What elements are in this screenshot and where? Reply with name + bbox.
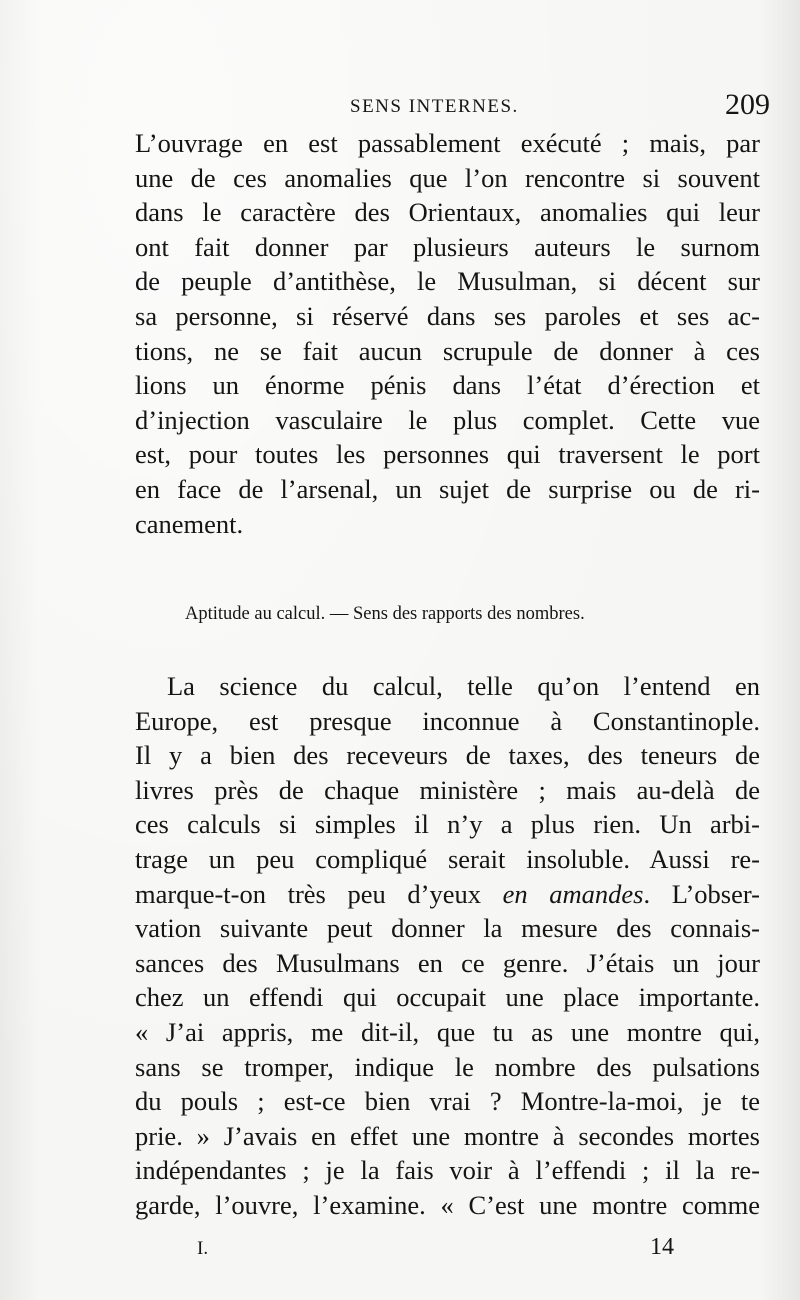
italic-phrase: en amandes <box>502 878 644 909</box>
signature-mark: I. <box>197 1238 209 1259</box>
text-line: vation suivante peut donner la mesure des connais- <box>135 913 760 944</box>
text-line: une de ces anomalies que l’on rencontre si souvent <box>135 162 760 193</box>
text-line: en face de l’arsenal, un sujet de surprise ou de ri- <box>135 473 760 504</box>
text-line: sans se tromper, indique le nombre des pulsations <box>135 1051 760 1082</box>
text-line: sances des Musulmans en ce genre. J’étais un jour <box>135 947 760 978</box>
gathering-number: 14 <box>650 1234 674 1260</box>
text-line: chez un effendi qui occupait une place importante. <box>135 982 760 1013</box>
text-run: marque-t-on très peu d’yeux <box>135 878 481 909</box>
text-line: ces calculs si simples il n’y a plus rien. Un arbi- <box>135 809 760 840</box>
text-line: prie. » J’avais en effet une montre à secondes mortes <box>135 1120 760 1151</box>
text-run: . L’obser- <box>643 878 760 909</box>
section-subheading: Aptitude au calcul. — Sens des rapports des nombres. <box>185 604 585 624</box>
text-line: L’ouvrage en est passablement exécuté ; mais, par <box>135 128 760 158</box>
text-line: du pouls ; est-ce bien vrai ? Montre-la-moi, je te <box>135 1086 760 1117</box>
text-line: Il y a bien des receveurs de taxes, des teneurs de <box>135 740 760 771</box>
text-line: de peuple d’antithèse, le Musulman, si décent sur <box>135 266 760 297</box>
paragraph-2 <box>135 669 760 1223</box>
text-line: est, pour toutes les personnes qui traversent le port <box>135 439 760 470</box>
text-line: garde, l’ouvre, l’examine. « C’est une montre comme <box>135 1189 760 1220</box>
text-line: canement. <box>135 508 244 539</box>
text-line: indépendantes ; je la fais voir à l’effendi ; il la re- <box>135 1155 760 1186</box>
text-line: dans le caractère des Orientaux, anomalies qui leur <box>135 197 760 228</box>
text-line: livres près de chaque ministère ; mais au-delà de <box>135 774 760 805</box>
text-line: Europe, est presque inconnue à Constantinople. <box>135 705 760 736</box>
text-line: lions un énorme pénis dans l’état d’érection et <box>135 370 760 401</box>
paragraph-1 <box>135 126 760 541</box>
text-line: La science du calcul, telle qu’on l’entend en <box>167 671 760 701</box>
text-line <box>135 877 760 912</box>
running-title: SENS INTERNES. <box>350 96 519 117</box>
text-line: ont fait donner par plusieurs auteurs le surnom <box>135 231 760 262</box>
text-line: sa personne, si réservé dans ses paroles et ses ac- <box>135 300 760 331</box>
text-line: trage un peu compliqué serait insoluble. Aussi re- <box>135 843 760 874</box>
text-line: tions, ne se fait aucun scrupule de donner à ces <box>135 335 760 366</box>
page-number: 209 <box>725 88 770 121</box>
page-header <box>135 88 770 128</box>
text-line: « J’ai appris, me dit-il, que tu as une montre qui, <box>135 1016 760 1047</box>
text-line: d’injection vasculaire le plus complet. Cette vue <box>135 404 760 435</box>
